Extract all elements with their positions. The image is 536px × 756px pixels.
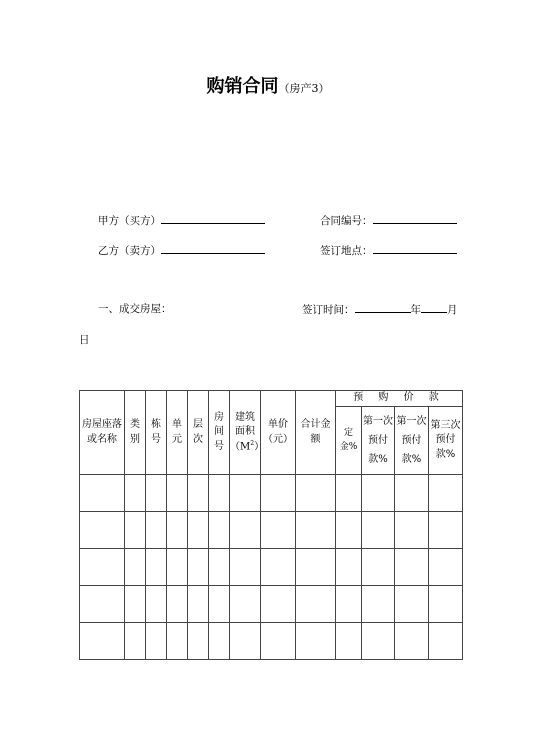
table-row [80,549,463,586]
table-row [80,475,463,512]
party-a-field[interactable] [161,212,265,224]
table-row [80,623,463,660]
header-prepay-group: 预 购 价 款 [336,391,463,407]
table-cell[interactable] [336,512,362,549]
table-cell[interactable] [80,512,125,549]
table-cell[interactable] [146,549,167,586]
table-cell[interactable] [209,549,230,586]
contract-title [0,72,536,98]
party-a-line [98,212,265,228]
table-cell[interactable] [167,512,188,549]
table-cell[interactable] [429,549,463,586]
table-cell[interactable] [296,475,336,512]
table-row [80,586,463,623]
table-cell[interactable] [188,549,209,586]
header-row-1 [80,391,463,407]
sign-place-field[interactable] [373,242,457,254]
table-cell[interactable] [261,586,296,623]
table-cell[interactable] [188,586,209,623]
table-cell[interactable] [296,586,336,623]
property-table [79,390,463,660]
table-cell[interactable] [230,512,261,549]
table-cell[interactable] [230,623,261,660]
sign-time-label: 签订时间： [302,304,355,316]
table-cell[interactable] [362,549,395,586]
table-cell[interactable] [188,475,209,512]
table-cell[interactable] [362,623,395,660]
header-deposit: 定金% [336,407,362,475]
title-main: 购销合同 [206,76,279,97]
header-category: 类 别 [125,391,146,475]
table-cell[interactable] [336,475,362,512]
table-cell[interactable] [209,586,230,623]
contract-no-line [320,212,457,228]
table-cell[interactable] [261,549,296,586]
party-b-field[interactable] [161,242,265,254]
header-building: 栋 号 [146,391,167,475]
contract-no-field[interactable] [373,212,457,224]
table-cell[interactable] [125,623,146,660]
header-room: 房 间 号 [209,391,230,475]
title-sub: （房产3） [278,82,330,95]
table-cell[interactable] [230,549,261,586]
table-cell[interactable] [188,623,209,660]
header-area [230,391,265,475]
month-label: 月 [447,304,458,316]
day-label: 日 [79,334,90,346]
table-cell[interactable] [296,623,336,660]
table-cell[interactable] [125,475,146,512]
header-location: 房屋座落 或名称 [80,391,125,475]
area-superscript: 2 [250,439,255,447]
table-cell[interactable] [261,623,296,660]
sign-year-field[interactable] [355,301,411,313]
table-cell[interactable] [395,586,429,623]
header-total: 合计金 额 [296,391,336,475]
section-1-heading: 一、成交房屋： [98,303,172,315]
table-cell[interactable] [296,549,336,586]
year-label: 年 [410,304,421,316]
table-cell[interactable] [395,549,429,586]
table-cell[interactable] [146,475,167,512]
header-second-prepay: 第一次 预付 款% [395,407,429,475]
table-cell[interactable] [167,623,188,660]
table-cell[interactable] [261,512,296,549]
table-cell[interactable] [167,549,188,586]
table-cell[interactable] [146,623,167,660]
sign-place-line [320,242,457,258]
table-cell[interactable] [261,475,296,512]
party-b-line [98,242,265,258]
sign-place-label: 签订地点： [320,245,373,257]
table-cell[interactable] [395,512,429,549]
table-cell[interactable] [230,475,261,512]
table-cell[interactable] [146,586,167,623]
table-cell[interactable] [146,512,167,549]
header-unit: 单 元 [167,391,188,475]
table-cell[interactable] [125,586,146,623]
table-cell[interactable] [80,549,125,586]
table-cell[interactable] [125,549,146,586]
table-cell[interactable] [429,475,463,512]
table-cell[interactable] [167,586,188,623]
table-cell[interactable] [336,586,362,623]
area-label: 建筑 面积 （M [230,411,255,452]
table-row [80,512,463,549]
header-unit-price: 单价 （元） [261,391,296,475]
table-cell[interactable] [429,512,463,549]
table-cell[interactable] [362,512,395,549]
table-cell[interactable] [395,475,429,512]
table-cell[interactable] [336,623,362,660]
table-cell[interactable] [80,623,125,660]
table-cell[interactable] [230,586,261,623]
table-cell[interactable] [209,512,230,549]
contract-no-label: 合同编号： [320,215,373,227]
area-label-close: ） [254,440,265,452]
table-cell[interactable] [362,586,395,623]
party-a-label: 甲方（买方） [98,215,161,227]
table-cell[interactable] [209,475,230,512]
table-cell[interactable] [429,623,463,660]
party-b-label: 乙方（卖方） [98,245,161,257]
table-cell[interactable] [188,512,209,549]
header-third-prepay: 第三次 预付 款% [429,407,463,475]
header-floor: 层 次 [188,391,209,475]
table-cell[interactable] [362,475,395,512]
table-cell[interactable] [429,586,463,623]
header-first-prepay: 第一次 预付 款% [362,407,395,475]
table-cell[interactable] [395,623,429,660]
table-cell[interactable] [125,512,146,549]
table-cell[interactable] [336,549,362,586]
table-cell[interactable] [80,586,125,623]
table-cell[interactable] [209,623,230,660]
table-cell[interactable] [167,475,188,512]
sign-month-field[interactable] [421,301,447,313]
sign-time-line [302,301,458,317]
table-cell[interactable] [296,512,336,549]
table-cell[interactable] [80,475,125,512]
